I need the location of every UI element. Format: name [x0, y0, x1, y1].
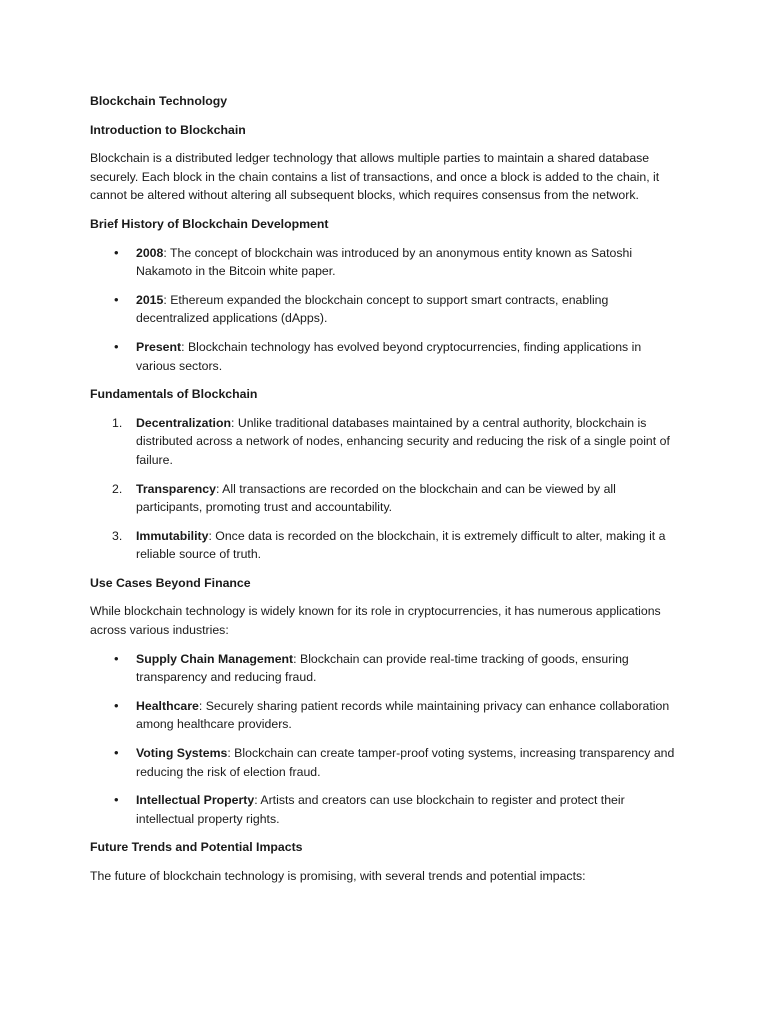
history-item-2015 [90, 291, 682, 328]
history-text: : Blockchain technology has evolved beyond cryptocurrencies, finding applications in various sectors. [136, 339, 642, 373]
bullet-marker: • [114, 244, 119, 260]
use-case-healthcare [90, 697, 682, 734]
intro-paragraph: Blockchain is a distributed ledger technology that allows multiple parties to maintain a shared database securely. Each block in the chain contains a list of transactions, and once a block is added to the chain, it cannot be altered without altering all subsequent blocks, which requires consensus from the network. [90, 151, 660, 203]
list-number: 3. [112, 528, 123, 543]
future-heading: Future Trends and Potential Impacts [90, 840, 303, 855]
history-list [90, 244, 682, 376]
intro-heading: Introduction to Blockchain [90, 122, 246, 137]
fundamentals-text: : All transactions are recorded on the blockchain and can be viewed by all participants, promoting trust and accountability. [136, 481, 616, 515]
use-case-voting [90, 744, 682, 781]
use-case-text: : Artists and creators can use blockchain to register and protect their intellectual property rights. [136, 793, 625, 826]
history-heading: Brief History of Blockchain Development [90, 216, 329, 231]
history-term: 2008 [136, 245, 164, 260]
bullet-marker: • [114, 338, 119, 354]
use-cases-list [90, 650, 682, 829]
fundamentals-item-transparency [90, 480, 682, 517]
fundamentals-term: Decentralization [136, 415, 231, 430]
document-title: Blockchain Technology [90, 94, 228, 108]
use-case-text: : Blockchain can create tamper-proof voting systems, increasing transparency and reducing the risk of election fraud. [136, 746, 675, 779]
bullet-marker: • [114, 291, 119, 307]
fundamentals-text: : Unlike traditional databases maintained by a central authority, blockchain is distributed across a network of nodes, enhancing security and reducing the risk of a single point of failure. [136, 415, 670, 467]
bullet-marker: • [114, 792, 119, 808]
use-case-text: : Securely sharing patient records while maintaining privacy can enhance collaboration among healthcare providers. [136, 698, 670, 732]
list-number: 1. [112, 415, 123, 430]
use-case-term: Voting Systems [136, 746, 228, 761]
use-case-term: Supply Chain Management [136, 651, 294, 666]
document-page [90, 92, 682, 896]
fundamentals-heading: Fundamentals of Blockchain [90, 387, 258, 402]
bullet-marker: • [114, 650, 119, 666]
use-cases-paragraph: While blockchain technology is widely known for its role in cryptocurrencies, it has numerous applications across various industries: [90, 604, 661, 638]
fundamentals-item-decentralization [90, 414, 682, 470]
history-term: 2015 [136, 292, 164, 307]
fundamentals-text: : Once data is recorded on the blockchain, it is extremely difficult to alter, making it a reliable source of truth. [136, 528, 666, 562]
use-case-text: : Blockchain can provide real-time tracking of goods, ensuring transparency and reducing fraud. [136, 651, 629, 685]
use-case-term: Healthcare [136, 698, 199, 713]
history-item-present [90, 338, 682, 375]
history-item-2008 [90, 244, 682, 281]
bullet-marker: • [114, 697, 119, 713]
future-paragraph: The future of blockchain technology is promising, with several trends and potential impacts: [90, 869, 586, 883]
use-case-term: Intellectual Property [136, 793, 255, 808]
history-term: Present [136, 339, 182, 354]
use-case-ip [90, 791, 682, 828]
fundamentals-term: Immutability [136, 528, 209, 543]
fundamentals-list [90, 414, 682, 564]
fundamentals-item-immutability [90, 527, 682, 564]
list-number: 2. [112, 481, 123, 496]
use-cases-heading: Use Cases Beyond Finance [90, 575, 251, 590]
history-text: : Ethereum expanded the blockchain concept to support smart contracts, enabling decentralized applications (dApps). [136, 292, 609, 326]
bullet-marker: • [114, 745, 119, 761]
fundamentals-term: Transparency [136, 481, 216, 496]
history-text: : The concept of blockchain was introduced by an anonymous entity known as Satoshi Nakamoto in the Bitcoin white paper. [136, 245, 633, 279]
use-case-supply-chain [90, 650, 682, 687]
